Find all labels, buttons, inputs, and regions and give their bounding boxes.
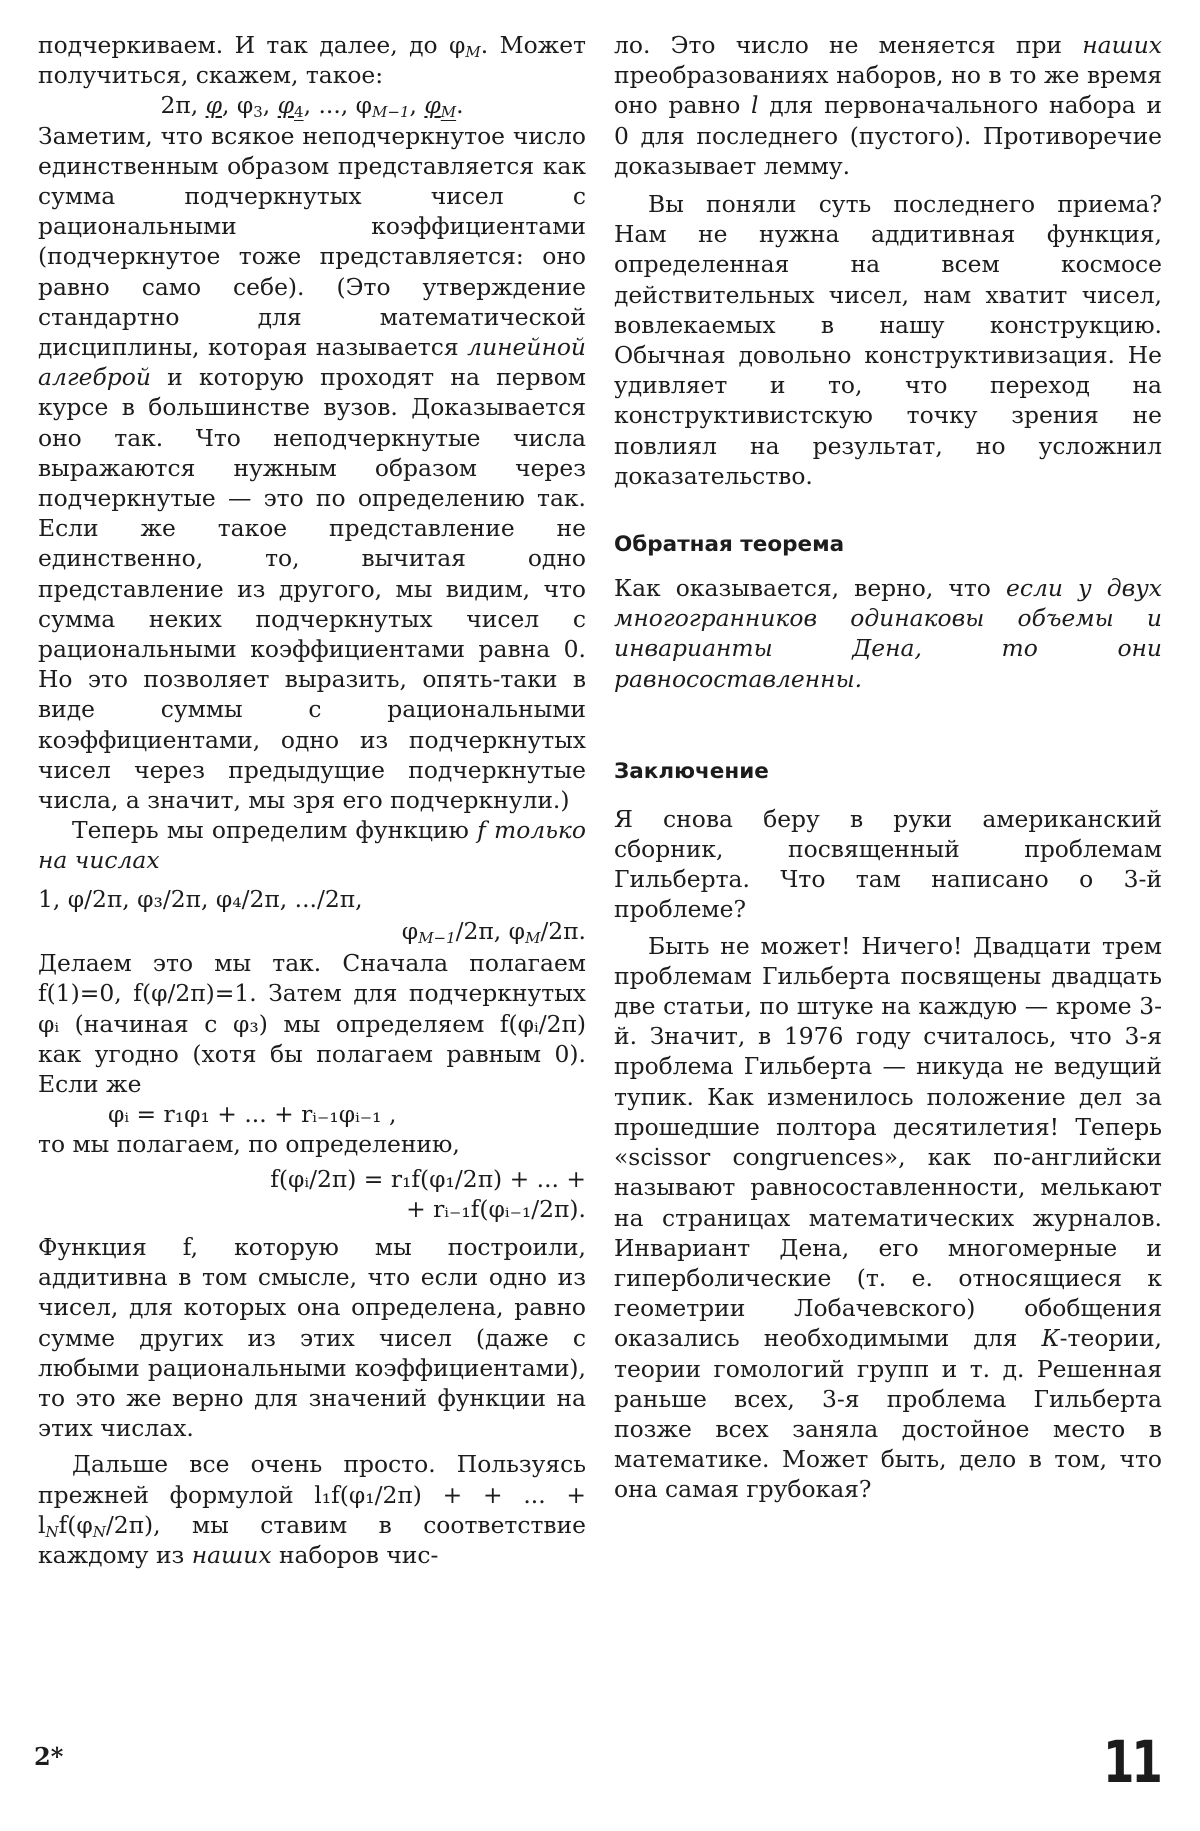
right-paragraph-1: ло. Это число не меняется при наших преобразованиях наборов, но в то же время оно равно l для первоначального набора и 0 для последнего (пустого). Противоречие доказывает лемму. [614,31,1163,180]
heading-converse-theorem: Обратная теорема [614,532,845,558]
left-paragraph-4: Делаем это мы так. Сначала полагаем f(1)=0, f(φ/2π)=1. Затем для подчеркнутых φᵢ (начиная с φ₃) мы определяем f(φᵢ/2π) как угодно (хотя бы полагаем равным 0). Если же [38,949,586,1098]
equation-1-line-1: 1, φ/2π, φ₃/2π, φ₄/2π, .../2π, [38,884,363,913]
equation-3-line-2: + rᵢ₋₁f(φᵢ₋₁/2π). [406,1194,586,1223]
underlined-sequence: 2π, φ, $\varphi_3$, $\varphi_4$, ..., $\varphi_{M-1}$, $\varphi_M$. [160,91,464,122]
signature-mark: 2* [34,1742,64,1771]
right-paragraph-2: Вы поняли суть последнего приема? Нам не нужна аддитивная функция, определенная на всем космосе действительных чисел, нам хватит чисел, вовлекаемых в нашу конструкцию. Обычная довольно конструктивизация. Не удивляет и то, что переход на конструктивистскую точку зрения не повлиял на результат, но усложнил доказательство. [614,190,1162,490]
left-paragraph-5: то мы полагаем, по определению, [38,1130,460,1159]
page-number: 11 [1103,1728,1160,1796]
right-paragraph-5: Быть не может! Ничего! Двадцати трем проблемам Гильберта посвящены двадцать две статьи, по штуке на каждую — кроме 3-й. Значит, в 1976 году считалось, что 3-я проблема Гильберта — никуда не ведущий тупик. Как изменилось положение дел за прошедшие полтора десятилетия! Теперь «scissor congruences», как по-английски называют равносоставленности, мелькают на страницах математических журналов. Инвариант Дена, его многомерные и гиперболические (т. е. относящиеся к геометрии Лобачевского) обобщения оказались необходимыми для К-теории, теории гомологий групп и т. д. Решенная раньше всех, 3-я проблема Гильберта позже всех заняла достойное место в математике. Может быть, дело в том, что она самая грубокая? [614,931,1162,1504]
left-paragraph-7: Дальше все очень просто. Пользуясь прежней формулой l₁f(φ₁/2π) + + ... + $l_Nf(\varphi_N/2\pi)$, мы ставим в соответствие каждому из наших наборов чис- [38,1450,586,1569]
left-paragraph-3: Теперь мы определим функцию f только на числах [38,816,586,875]
right-column [614,30,1162,1505]
left-paragraph-6: Функция f, которую мы построили, аддитивна в том смысле, что если одно из чисел, для которых она определена, равно сумме других из этих чисел (даже с любыми рациональными коэффициентами), то это же верно для значений функции на этих числах. [38,1232,586,1443]
equation-3-line-1: f(φᵢ/2π) = r₁f(φ₁/2π) + ... + [270,1164,586,1193]
left-paragraph-1: подчеркиваем. И так далее, до $\varphi_M$. Может получиться, скажем, такое: [38,31,586,90]
equation-1-line-2: $\varphi_{M-1}/2\pi$, $\varphi_M/2\pi$. [401,916,586,947]
left-paragraph-2: Заметим, что всякое неподчеркнутое число единственным образом представляется как сумма подчеркнутых чисел с рациональными коэффициентами (подчеркнутое тоже представляется: оно равно само себе). (Это утверждение стандартно для математической дисциплины, которая называется линейной алгеброй и которую проходят на первом курсе в большинстве вузов. Доказывается оно так. Что неподчеркнутые числа выражаются нужным образом через подчеркнутые — это по определению так. Если же такое представление не единственно, то, вычитая одно представление из другого, мы видим, что сумма неких подчеркнутых чисел с рациональными коэффициентами равна 0. Но это позволяет выразить, опять-таки в виде суммы с рациональными коэффициентами, одно из подчеркнутых чисел через предыдущие подчеркнутые числа, а значит, мы зря его подчеркнули.) [38,121,586,815]
heading-conclusion: Заключение [614,758,769,784]
right-paragraph-4: Я снова беру в руки американский сборник, посвященный проблемам Гильберта. Что там написано о 3-й проблеме? [614,804,1162,924]
right-paragraph-3: Как оказывается, верно, что если у двух многогранников одинаковы объемы и инварианты Дена, то они равносоставленны. [614,574,1162,693]
equation-2: φᵢ = r₁φ₁ + ... + rᵢ₋₁φᵢ₋₁ , [108,1100,397,1129]
left-column [38,30,586,1570]
